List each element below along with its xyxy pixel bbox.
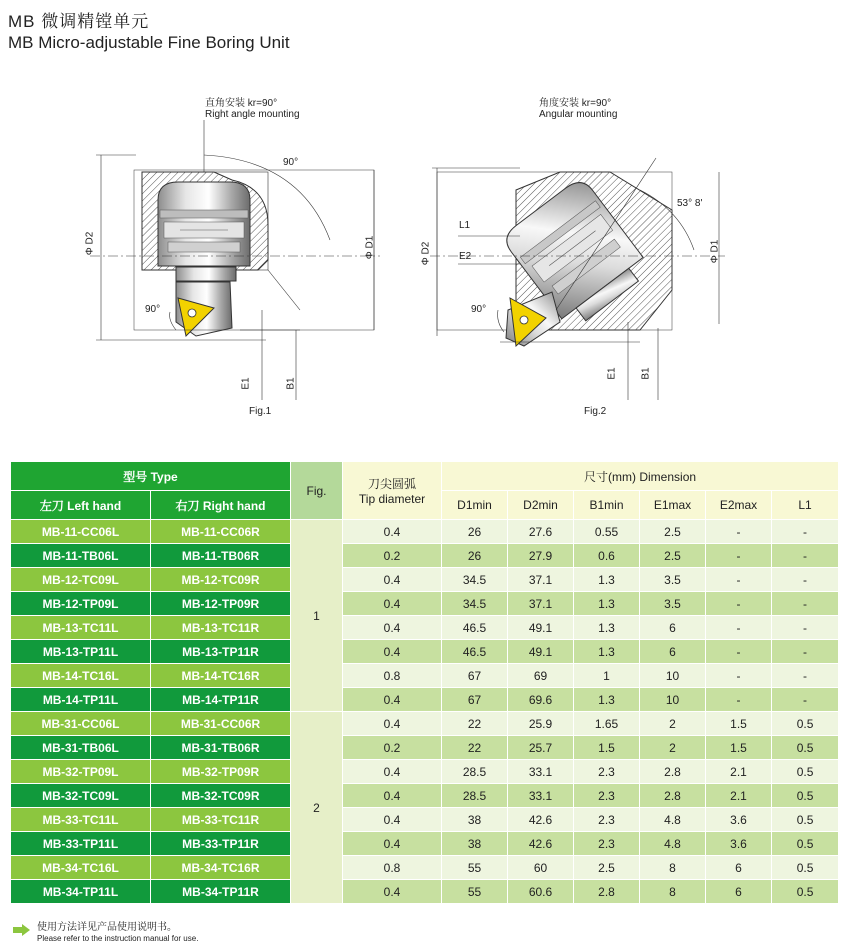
table-row bbox=[11, 808, 839, 832]
value-cell-tip: 0.4 bbox=[343, 688, 442, 712]
value-cell-e1: 4.8 bbox=[640, 832, 706, 856]
value-cell-d1: 38 bbox=[442, 832, 508, 856]
value-cell-d2: 25.9 bbox=[508, 712, 574, 736]
col-d1min-header: D1min bbox=[442, 491, 508, 520]
value-cell-e2: 1.5 bbox=[706, 736, 772, 760]
value-cell-b1: 1.3 bbox=[574, 592, 640, 616]
table-row bbox=[11, 688, 839, 712]
fig2-caption-en: Angular mounting bbox=[539, 109, 618, 120]
value-cell-e1: 2 bbox=[640, 712, 706, 736]
table-row bbox=[11, 832, 839, 856]
tip-header bbox=[343, 462, 442, 520]
table-row bbox=[11, 592, 839, 616]
model-left-cell: MB-13-TC11L bbox=[11, 616, 151, 640]
value-cell-l1: - bbox=[772, 616, 839, 640]
value-cell-d1: 67 bbox=[442, 688, 508, 712]
col-e2max-header: E2max bbox=[706, 491, 772, 520]
model-right-cell: MB-13-TC11R bbox=[151, 616, 291, 640]
model-right-cell: MB-32-TP09R bbox=[151, 760, 291, 784]
value-cell-tip: 0.4 bbox=[343, 880, 442, 904]
value-cell-tip: 0.4 bbox=[343, 616, 442, 640]
value-cell-tip: 0.4 bbox=[343, 640, 442, 664]
model-left-cell: MB-34-TC16L bbox=[11, 856, 151, 880]
value-cell-e1: 4.8 bbox=[640, 808, 706, 832]
dimension-header: 尺寸(mm) Dimension bbox=[442, 462, 839, 491]
model-right-cell: MB-31-CC06R bbox=[151, 712, 291, 736]
fig2-angle-top: 53° 8' bbox=[677, 198, 703, 209]
value-cell-l1: 0.5 bbox=[772, 880, 839, 904]
model-left-cell: MB-11-CC06L bbox=[11, 520, 151, 544]
page-title-cn: MB 微调精镗单元 bbox=[8, 12, 150, 31]
value-cell-e2: - bbox=[706, 664, 772, 688]
value-cell-d1: 46.5 bbox=[442, 640, 508, 664]
table-row bbox=[11, 736, 839, 760]
tip-header-en: Tip diameter bbox=[358, 492, 426, 506]
arrow-right-icon bbox=[13, 924, 31, 936]
fig-number-cell: 2 bbox=[291, 712, 343, 904]
value-cell-e1: 8 bbox=[640, 856, 706, 880]
spec-table-body bbox=[11, 520, 839, 904]
value-cell-l1: 0.5 bbox=[772, 712, 839, 736]
value-cell-b1: 1 bbox=[574, 664, 640, 688]
table-row bbox=[11, 520, 839, 544]
left-hand-header: 左刀 Left hand bbox=[11, 491, 151, 520]
value-cell-b1: 1.3 bbox=[574, 640, 640, 664]
value-cell-e1: 2.5 bbox=[640, 544, 706, 568]
value-cell-d1: 26 bbox=[442, 544, 508, 568]
value-cell-e1: 3.5 bbox=[640, 592, 706, 616]
value-cell-d1: 28.5 bbox=[442, 784, 508, 808]
fig2-drawing bbox=[430, 158, 725, 400]
value-cell-l1: 0.5 bbox=[772, 760, 839, 784]
value-cell-d2: 37.1 bbox=[508, 592, 574, 616]
fig2-d1-label: Φ D1 bbox=[709, 239, 721, 264]
value-cell-e1: 6 bbox=[640, 616, 706, 640]
model-left-cell: MB-31-CC06L bbox=[11, 712, 151, 736]
value-cell-l1: 0.5 bbox=[772, 856, 839, 880]
fig2-d2-label: Φ D2 bbox=[420, 241, 432, 266]
value-cell-b1: 1.65 bbox=[574, 712, 640, 736]
value-cell-d1: 55 bbox=[442, 880, 508, 904]
value-cell-tip: 0.4 bbox=[343, 784, 442, 808]
table-row bbox=[11, 568, 839, 592]
value-cell-l1: - bbox=[772, 664, 839, 688]
value-cell-e2: - bbox=[706, 592, 772, 616]
table-row bbox=[11, 664, 839, 688]
value-cell-l1: - bbox=[772, 640, 839, 664]
value-cell-d2: 69 bbox=[508, 664, 574, 688]
value-cell-d2: 42.6 bbox=[508, 808, 574, 832]
model-left-cell: MB-14-TP11L bbox=[11, 688, 151, 712]
fig1-angle-insert: 90° bbox=[145, 304, 161, 315]
table-row bbox=[11, 616, 839, 640]
value-cell-l1: 0.5 bbox=[772, 808, 839, 832]
value-cell-d2: 27.6 bbox=[508, 520, 574, 544]
value-cell-tip: 0.8 bbox=[343, 856, 442, 880]
table-row bbox=[11, 880, 839, 904]
col-l1-header: L1 bbox=[772, 491, 839, 520]
model-left-cell: MB-33-TC11L bbox=[11, 808, 151, 832]
model-right-cell: MB-13-TP11R bbox=[151, 640, 291, 664]
value-cell-b1: 1.3 bbox=[574, 568, 640, 592]
table-row bbox=[11, 712, 839, 736]
model-right-cell: MB-12-TP09R bbox=[151, 592, 291, 616]
note-cn: 使用方法详见产品使用说明书。 bbox=[37, 922, 177, 933]
value-cell-d1: 26 bbox=[442, 520, 508, 544]
value-cell-d2: 49.1 bbox=[508, 640, 574, 664]
value-cell-tip: 0.4 bbox=[343, 712, 442, 736]
technical-drawings bbox=[0, 60, 847, 440]
value-cell-e1: 2.8 bbox=[640, 784, 706, 808]
value-cell-e1: 3.5 bbox=[640, 568, 706, 592]
table-row bbox=[11, 856, 839, 880]
table-row bbox=[11, 784, 839, 808]
value-cell-e1: 6 bbox=[640, 640, 706, 664]
model-left-cell: MB-14-TC16L bbox=[11, 664, 151, 688]
value-cell-e1: 2 bbox=[640, 736, 706, 760]
note-en: Please refer to the instruction manual for use. bbox=[37, 934, 199, 943]
value-cell-d1: 28.5 bbox=[442, 760, 508, 784]
value-cell-b1: 2.3 bbox=[574, 760, 640, 784]
value-cell-l1: - bbox=[772, 688, 839, 712]
value-cell-d2: 27.9 bbox=[508, 544, 574, 568]
fig2-e2-label: E2 bbox=[459, 251, 472, 262]
fig2-e1-label: E1 bbox=[606, 367, 618, 380]
value-cell-d2: 37.1 bbox=[508, 568, 574, 592]
fig-header: Fig. bbox=[291, 462, 343, 520]
value-cell-d1: 22 bbox=[442, 712, 508, 736]
fig1-label: Fig.1 bbox=[249, 406, 272, 417]
value-cell-d1: 34.5 bbox=[442, 592, 508, 616]
table-row bbox=[11, 760, 839, 784]
value-cell-e1: 10 bbox=[640, 688, 706, 712]
fig1-caption-en: Right angle mounting bbox=[205, 109, 300, 120]
fig1-d2-label: Φ D2 bbox=[84, 231, 96, 256]
value-cell-b1: 2.5 bbox=[574, 856, 640, 880]
value-cell-b1: 2.3 bbox=[574, 832, 640, 856]
value-cell-tip: 0.4 bbox=[343, 568, 442, 592]
page-title-en: MB Micro-adjustable Fine Boring Unit bbox=[8, 33, 290, 52]
value-cell-l1: 0.5 bbox=[772, 832, 839, 856]
value-cell-tip: 0.4 bbox=[343, 760, 442, 784]
value-cell-e2: - bbox=[706, 520, 772, 544]
value-cell-l1: 0.5 bbox=[772, 736, 839, 760]
value-cell-tip: 0.8 bbox=[343, 664, 442, 688]
value-cell-e1: 10 bbox=[640, 664, 706, 688]
fig1-caption-cn: 直角安装 kr=90° bbox=[205, 98, 278, 109]
fig2-b1-label: B1 bbox=[640, 367, 652, 380]
fig2-angle-insert: 90° bbox=[471, 304, 487, 315]
value-cell-b1: 1.3 bbox=[574, 616, 640, 640]
value-cell-d2: 42.6 bbox=[508, 832, 574, 856]
type-header: 型号 Type bbox=[11, 462, 291, 491]
model-right-cell: MB-31-TB06R bbox=[151, 736, 291, 760]
value-cell-e2: 2.1 bbox=[706, 784, 772, 808]
model-right-cell: MB-11-TB06R bbox=[151, 544, 291, 568]
value-cell-d1: 55 bbox=[442, 856, 508, 880]
value-cell-e1: 2.5 bbox=[640, 520, 706, 544]
value-cell-tip: 0.4 bbox=[343, 832, 442, 856]
fig1-b1-label: B1 bbox=[285, 377, 297, 390]
value-cell-d2: 33.1 bbox=[508, 760, 574, 784]
value-cell-e2: - bbox=[706, 688, 772, 712]
value-cell-b1: 2.3 bbox=[574, 784, 640, 808]
value-cell-e2: 2.1 bbox=[706, 760, 772, 784]
model-right-cell: MB-12-TC09R bbox=[151, 568, 291, 592]
spec-table bbox=[10, 461, 839, 904]
col-e1max-header: E1max bbox=[640, 491, 706, 520]
tip-header-cn: 刀尖圆弧 bbox=[368, 477, 417, 491]
value-cell-d2: 25.7 bbox=[508, 736, 574, 760]
fig1-e1-label: E1 bbox=[240, 377, 252, 390]
col-d2min-header: D2min bbox=[508, 491, 574, 520]
value-cell-e2: - bbox=[706, 568, 772, 592]
model-left-cell: MB-31-TB06L bbox=[11, 736, 151, 760]
model-left-cell: MB-32-TC09L bbox=[11, 784, 151, 808]
fig2-caption-cn: 角度安装 kr=90° bbox=[539, 98, 612, 109]
fig1-d1-label: Φ D1 bbox=[364, 235, 376, 260]
value-cell-d2: 49.1 bbox=[508, 616, 574, 640]
value-cell-d1: 22 bbox=[442, 736, 508, 760]
model-left-cell: MB-13-TP11L bbox=[11, 640, 151, 664]
model-left-cell: MB-12-TC09L bbox=[11, 568, 151, 592]
model-left-cell: MB-33-TP11L bbox=[11, 832, 151, 856]
model-right-cell: MB-34-TC16R bbox=[151, 856, 291, 880]
value-cell-d2: 60 bbox=[508, 856, 574, 880]
value-cell-e2: 3.6 bbox=[706, 808, 772, 832]
value-cell-b1: 0.6 bbox=[574, 544, 640, 568]
col-b1min-header: B1min bbox=[574, 491, 640, 520]
value-cell-d1: 38 bbox=[442, 808, 508, 832]
value-cell-e2: 6 bbox=[706, 856, 772, 880]
value-cell-l1: - bbox=[772, 568, 839, 592]
value-cell-e2: - bbox=[706, 616, 772, 640]
value-cell-b1: 1.5 bbox=[574, 736, 640, 760]
value-cell-b1: 1.3 bbox=[574, 688, 640, 712]
model-left-cell: MB-34-TP11L bbox=[11, 880, 151, 904]
model-left-cell: MB-11-TB06L bbox=[11, 544, 151, 568]
value-cell-tip: 0.4 bbox=[343, 520, 442, 544]
value-cell-d1: 67 bbox=[442, 664, 508, 688]
value-cell-l1: - bbox=[772, 544, 839, 568]
fig-number-cell: 1 bbox=[291, 520, 343, 712]
model-right-cell: MB-11-CC06R bbox=[151, 520, 291, 544]
value-cell-d1: 34.5 bbox=[442, 568, 508, 592]
value-cell-tip: 0.4 bbox=[343, 592, 442, 616]
value-cell-e2: 3.6 bbox=[706, 832, 772, 856]
value-cell-b1: 2.3 bbox=[574, 808, 640, 832]
table-row bbox=[11, 544, 839, 568]
value-cell-tip: 0.2 bbox=[343, 544, 442, 568]
value-cell-l1: - bbox=[772, 520, 839, 544]
fig1-angle-top: 90° bbox=[283, 157, 299, 168]
model-right-cell: MB-34-TP11R bbox=[151, 880, 291, 904]
value-cell-d2: 33.1 bbox=[508, 784, 574, 808]
right-hand-header: 右刀 Right hand bbox=[151, 491, 291, 520]
model-right-cell: MB-33-TP11R bbox=[151, 832, 291, 856]
value-cell-e1: 8 bbox=[640, 880, 706, 904]
value-cell-l1: 0.5 bbox=[772, 784, 839, 808]
fig1-drawing bbox=[90, 120, 380, 400]
fig2-label: Fig.2 bbox=[584, 406, 607, 417]
value-cell-tip: 0.4 bbox=[343, 808, 442, 832]
value-cell-b1: 0.55 bbox=[574, 520, 640, 544]
model-right-cell: MB-33-TC11R bbox=[151, 808, 291, 832]
model-left-cell: MB-12-TP09L bbox=[11, 592, 151, 616]
model-right-cell: MB-14-TP11R bbox=[151, 688, 291, 712]
value-cell-d1: 46.5 bbox=[442, 616, 508, 640]
model-right-cell: MB-14-TC16R bbox=[151, 664, 291, 688]
value-cell-e2: - bbox=[706, 544, 772, 568]
value-cell-tip: 0.2 bbox=[343, 736, 442, 760]
value-cell-e2: 1.5 bbox=[706, 712, 772, 736]
value-cell-e1: 2.8 bbox=[640, 760, 706, 784]
value-cell-d2: 60.6 bbox=[508, 880, 574, 904]
value-cell-b1: 2.8 bbox=[574, 880, 640, 904]
fig2-l1-label: L1 bbox=[459, 220, 471, 231]
value-cell-e2: 6 bbox=[706, 880, 772, 904]
model-right-cell: MB-32-TC09R bbox=[151, 784, 291, 808]
value-cell-l1: - bbox=[772, 592, 839, 616]
value-cell-e2: - bbox=[706, 640, 772, 664]
table-row bbox=[11, 640, 839, 664]
value-cell-d2: 69.6 bbox=[508, 688, 574, 712]
model-left-cell: MB-32-TP09L bbox=[11, 760, 151, 784]
